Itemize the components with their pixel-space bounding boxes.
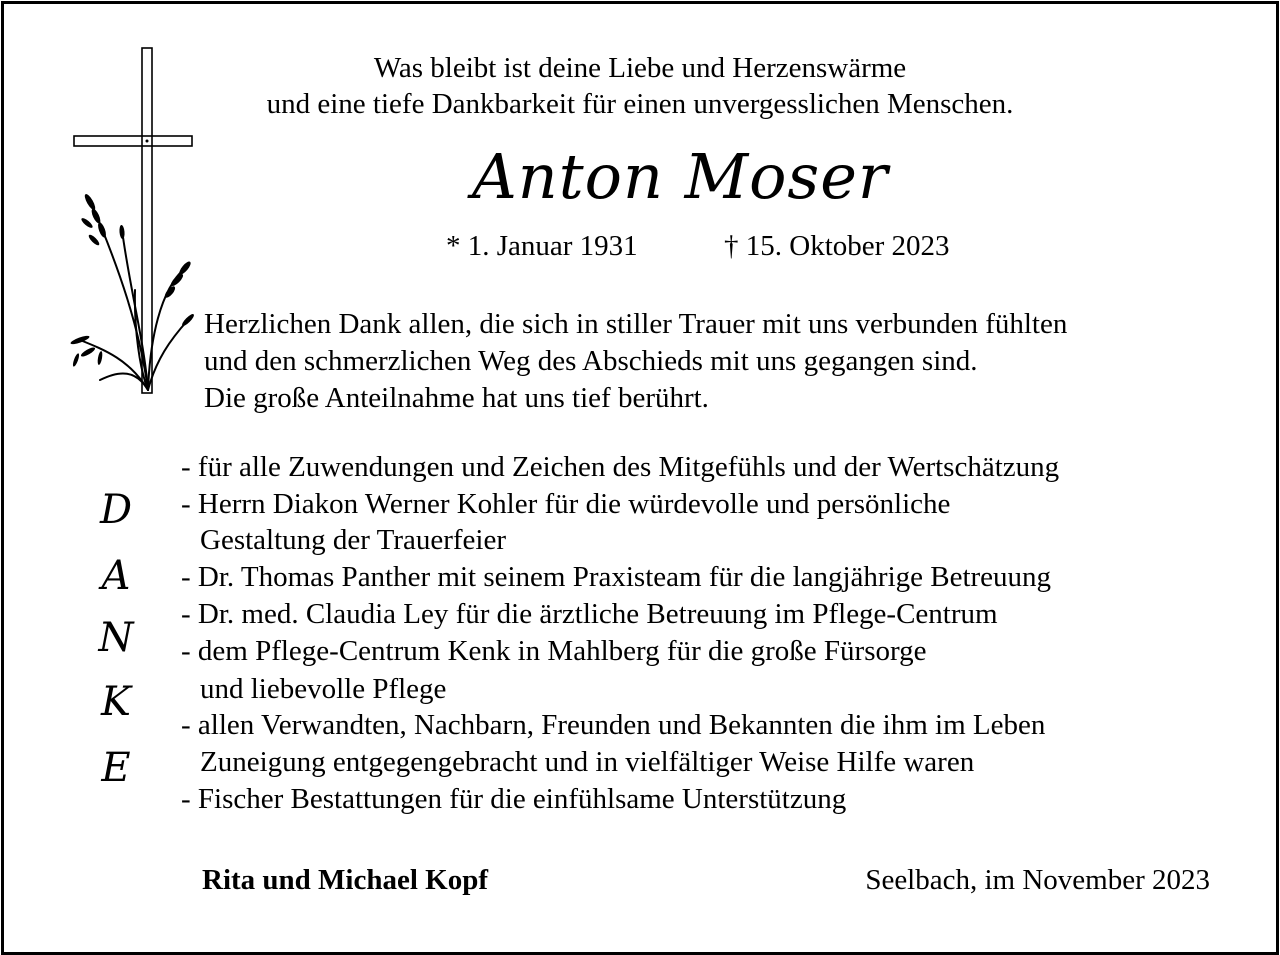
list-item: - Dr. med. Claudia Ley für die ärztliche Betreuung im Pflege-Centrum: [181, 598, 998, 630]
list-item: - Dr. Thomas Panther mit seinem Praxisteam für die langjährige Betreuung: [181, 561, 1052, 593]
list-item: Gestaltung der Trauerfeier: [200, 524, 507, 556]
danke-letter-n: N: [98, 615, 134, 661]
list-item: und liebevolle Pflege: [200, 673, 447, 705]
list-item: - für alle Zuwendungen und Zeichen des Mitgefühls und der Wertschätzung: [181, 451, 1060, 483]
quote-line-1: Was bleibt ist deine Liebe und Herzenswärme: [373, 52, 907, 84]
death-date: † 15. Oktober 2023: [724, 230, 950, 262]
grass-icon: [80, 200, 188, 390]
danke-letter-a: A: [101, 553, 131, 599]
thanks-line-3: Die große Anteilnahme hat uns tief berührt.: [204, 382, 709, 414]
list-item: - allen Verwandten, Nachbarn, Freunden und Bekannten die ihm im Leben: [181, 709, 1046, 741]
quote-line-2: und eine tiefe Dankbarkeit für einen unvergesslichen Menschen.: [266, 88, 1014, 120]
list-item: Zuneigung entgegengebracht und in vielfältiger Weise Hilfe waren: [200, 746, 975, 778]
deceased-name: Anton Moser: [472, 140, 889, 213]
danke-letter-k: K: [101, 679, 131, 725]
thanks-line-2: und den schmerzlichen Weg des Abschieds mit uns gegangen sind.: [204, 345, 978, 377]
list-item: - Fischer Bestattungen für die einfühlsame Unterstützung: [181, 783, 847, 815]
birth-date: * 1. Januar 1931: [446, 230, 638, 262]
list-item: - Herrn Diakon Werner Kohler für die würdevolle und persönliche: [181, 488, 951, 520]
danke-letter-e: E: [101, 745, 131, 791]
place-date: Seelbach, im November 2023: [865, 864, 1210, 896]
thanks-line-1: Herzlichen Dank allen, die sich in stiller Trauer mit uns verbunden fühlten: [204, 308, 1068, 340]
signature: Rita und Michael Kopf: [202, 864, 488, 896]
list-item: - dem Pflege-Centrum Kenk in Mahlberg für die große Fürsorge: [181, 635, 927, 667]
danke-letter-d: D: [99, 487, 133, 533]
